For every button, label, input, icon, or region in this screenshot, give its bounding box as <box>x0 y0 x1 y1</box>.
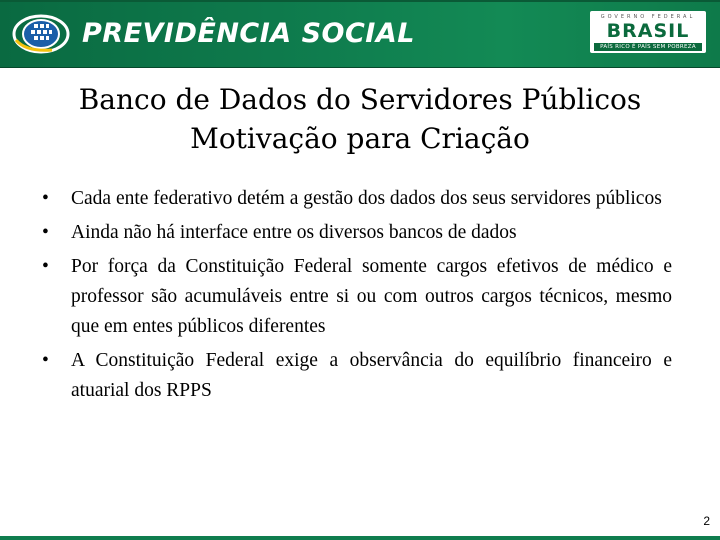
previdencia-emblem-icon <box>12 14 70 54</box>
header-bottom-line <box>0 67 720 68</box>
header-top-line <box>0 0 720 2</box>
bullet-item-1 <box>40 184 672 214</box>
bottom-rule <box>0 536 720 540</box>
bullet-text: Ainda não há interface entre os diversos bancos de dados <box>71 222 517 243</box>
gov-logo-top-text: GOVERNO FEDERAL <box>600 14 696 20</box>
slide-title <box>20 80 700 158</box>
bullet-marker: • <box>42 222 49 243</box>
bullet-text: A Constituição Federal exige a observância do equilíbrio financeiro e atuarial dos RPPS <box>71 350 672 401</box>
bullet-marker: • <box>42 188 49 209</box>
bullet-text: Cada ente federativo detém a gestão dos dados dos seus servidores públicos <box>71 188 662 209</box>
bullet-marker: • <box>42 256 49 277</box>
bullet-list <box>40 184 672 410</box>
slide-title-line-1: Banco de Dados do Servidores Públicos <box>78 83 642 116</box>
brand-title: PREVIDÊNCIA SOCIAL <box>82 18 415 49</box>
header-band <box>0 0 720 68</box>
bullet-marker: • <box>42 350 49 371</box>
bullet-text: Por força da Constituição Federal somente cargos efetivos de médico e professor são acumuláveis entre si ou com outros cargos técnicos, mesmo que em entes públicos diferentes <box>71 256 672 337</box>
page-number: 2 <box>703 514 710 528</box>
slide-title-line-2: Motivação para Criação <box>190 122 530 155</box>
gov-logo-main-text: BRASIL <box>606 20 690 42</box>
governo-federal-logo <box>590 11 706 53</box>
bullet-item-3 <box>40 252 672 342</box>
bullet-item-4 <box>40 346 672 406</box>
bullet-item-2 <box>40 218 672 248</box>
gov-logo-slogan: PAÍS RICO É PAÍS SEM POBREZA <box>594 43 702 51</box>
